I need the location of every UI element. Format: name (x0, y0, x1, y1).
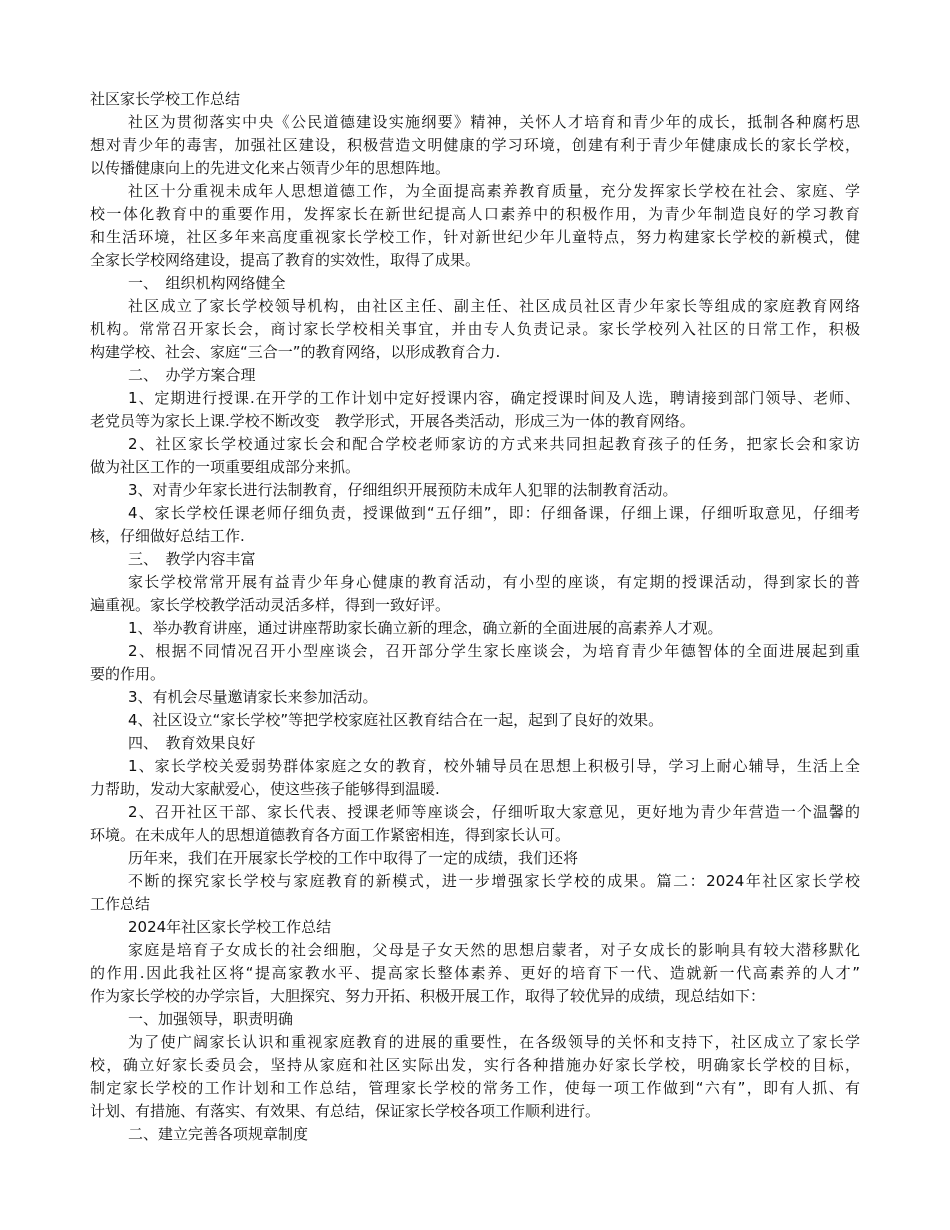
text-line: 1、家长学校关爱弱势群体家庭之女的教育，校外辅导员在思想上积极引导，学习上耐心辅导，生活上全 (128, 757, 860, 775)
text-line: 机构。常常召开家长会，商讨家长学校相关事宜，并由专人负责记录。家长学校列入社区的日常工作，积极 (90, 320, 860, 338)
text-line: 历年来，我们在开展家长学校的工作中取得了一定的成绩，我们还将 (128, 849, 579, 867)
text-line: 工作总结 (90, 895, 151, 913)
text-line: 计划、有措施、有落实、有效果、有总结，保证家长学校各项工作顺利进行。 (90, 1102, 601, 1120)
text-line: 制定家长学校的工作计划和工作总结，管理家长学校的常务工作，使每一项工作做到“六有”，即有人抓、有 (90, 1079, 860, 1097)
text-line: 1、举办教育讲座，通过讲座帮助家长确立新的理念，确立新的全面进展的高素养人才观。 (128, 619, 723, 637)
text-line: 不断的探究家长学校与家庭教育的新模式，进一步增强家长学校的成果。篇二：2024年社区家长学校 (128, 872, 860, 890)
text-line: 一、 组织机构网络健全 (128, 274, 286, 292)
text-line: 2、召开社区干部、家长代表、授课老师等座谈会，仔细听取大家意见，更好地为青少年营造一个温馨的 (128, 803, 860, 821)
text-line: 四、 教育效果良好 (128, 734, 256, 752)
text-line: 2、社区家长学校通过家长会和配合学校老师家访的方式来共同担起教育孩子的任务，把家长会和家访 (128, 435, 860, 453)
text-line: 遍重视。家长学校教学活动灵活多样，得到一致好评。 (90, 596, 451, 614)
text-line: 作为家长学校的办学宗旨，大胆探究、努力开拓、积极开展工作，取得了较优异的成绩，现总结如下： (90, 987, 766, 1005)
text-line: 做为社区工作的一项重要组成部分来抓。 (90, 458, 361, 476)
text-line: 社区家长学校工作总结 (90, 90, 241, 108)
text-line: 老党员等为家长上课.学校不断改变 教学形式，开展各类活动，形成三为一体的教育网络。 (90, 412, 695, 430)
text-line: 力帮助，发动大家献爱心，使这些孩子能够得到温暖. (90, 780, 440, 798)
text-line: 社区十分重视未成年人思想道德工作，为全面提高素养教育质量，充分发挥家长学校在社会、家庭、学 (128, 182, 860, 200)
text-line: 核，仔细做好总结工作. (90, 527, 245, 545)
text-line: 1、定期进行授课.在开学的工作计划中定好授课内容，确定授课时间及人选，聘请接到部门领导、老师、 (128, 389, 860, 407)
text-line: 全家长学校网络建设，提高了教育的实效性，取得了成果。 (90, 251, 481, 269)
text-line: 的作用.因此我社区将“提高家教水平、提高家长整体素养、更好的培育下一代、造就新一代高素养的人才” (90, 964, 860, 982)
text-line: 环境。在未成年人的思想道德教育各方面工作紧密相连，得到家长认可。 (90, 826, 571, 844)
text-line: 4、社区设立“家长学校”等把学校家庭社区教育结合在一起，起到了良好的效果。 (128, 711, 664, 729)
text-line: 社区成立了家长学校领导机构，由社区主任、副主任、社区成员社区青少年家长等组成的家庭教育网络 (128, 297, 860, 315)
text-line: 家长学校常常开展有益青少年身心健康的教育活动，有小型的座谈，有定期的授课活动，得到家长的普 (128, 573, 860, 591)
text-line: 二、建立完善各项规章制度 (128, 1125, 309, 1143)
text-line: 2024年社区家长学校工作总结 (128, 918, 332, 936)
text-line: 和生活环境，社区多年来高度重视家长学校工作，针对新世纪少年儿童特点，努力构建家长学校的新模式，健 (90, 228, 860, 246)
text-line: 三、 教学内容丰富 (128, 550, 256, 568)
text-line: 二、 办学方案合理 (128, 366, 256, 384)
document-body (90, 88, 860, 1146)
text-line: 构建学校、社会、家庭“三合一”的教育网络，以形成教育合力. (90, 343, 501, 361)
text-line: 2、根据不同情况召开小型座谈会，召开部分学生家长座谈会，为培育青少年德智体的全面进展起到重 (128, 642, 860, 660)
text-line: 以传播健康向上的先进文化来占领青少年的思想阵地。 (90, 159, 451, 177)
text-line: 3、有机会尽量邀请家长来参加活动。 (128, 688, 378, 706)
text-line: 社区为贯彻落实中央《公民道德建设实施纲要》精神，关怀人才培育和青少年的成长，抵制各种腐朽思 (128, 113, 860, 131)
text-line: 一、加强领导，职责明确 (128, 1010, 294, 1028)
text-line: 4、家长学校任课老师仔细负责，授课做到“五仔细”，即：仔细备课，仔细上课，仔细听取意见，仔细考 (128, 504, 860, 522)
text-line: 想对青少年的毒害，加强社区建设，积极营造文明健康的学习环境，创建有利于青少年健康成长的家长学校， (90, 136, 860, 154)
text-line: 校一体化教育中的重要作用，发挥家长在新世纪提高人口素养中的积极作用，为青少年制造良好的学习教育 (90, 205, 860, 223)
text-line: 家庭是培育子女成长的社会细胞，父母是子女天然的思想启蒙者，对子女成长的影响具有较大潜移默化 (128, 941, 860, 959)
text-line: 校，确立好家长委员会，坚持从家庭和社区实际出发，实行各种措施办好家长学校，明确家长学校的目标， (90, 1056, 860, 1074)
text-line: 为了使广阔家长认识和重视家庭教育的进展的重要性，在各级领导的关怀和支持下，社区成立了家长学 (128, 1033, 860, 1051)
text-line: 要的作用。 (90, 665, 166, 683)
text-line: 3、对青少年家长进行法制教育，仔细组织开展预防未成年人犯罪的法制教育活动。 (128, 481, 678, 499)
